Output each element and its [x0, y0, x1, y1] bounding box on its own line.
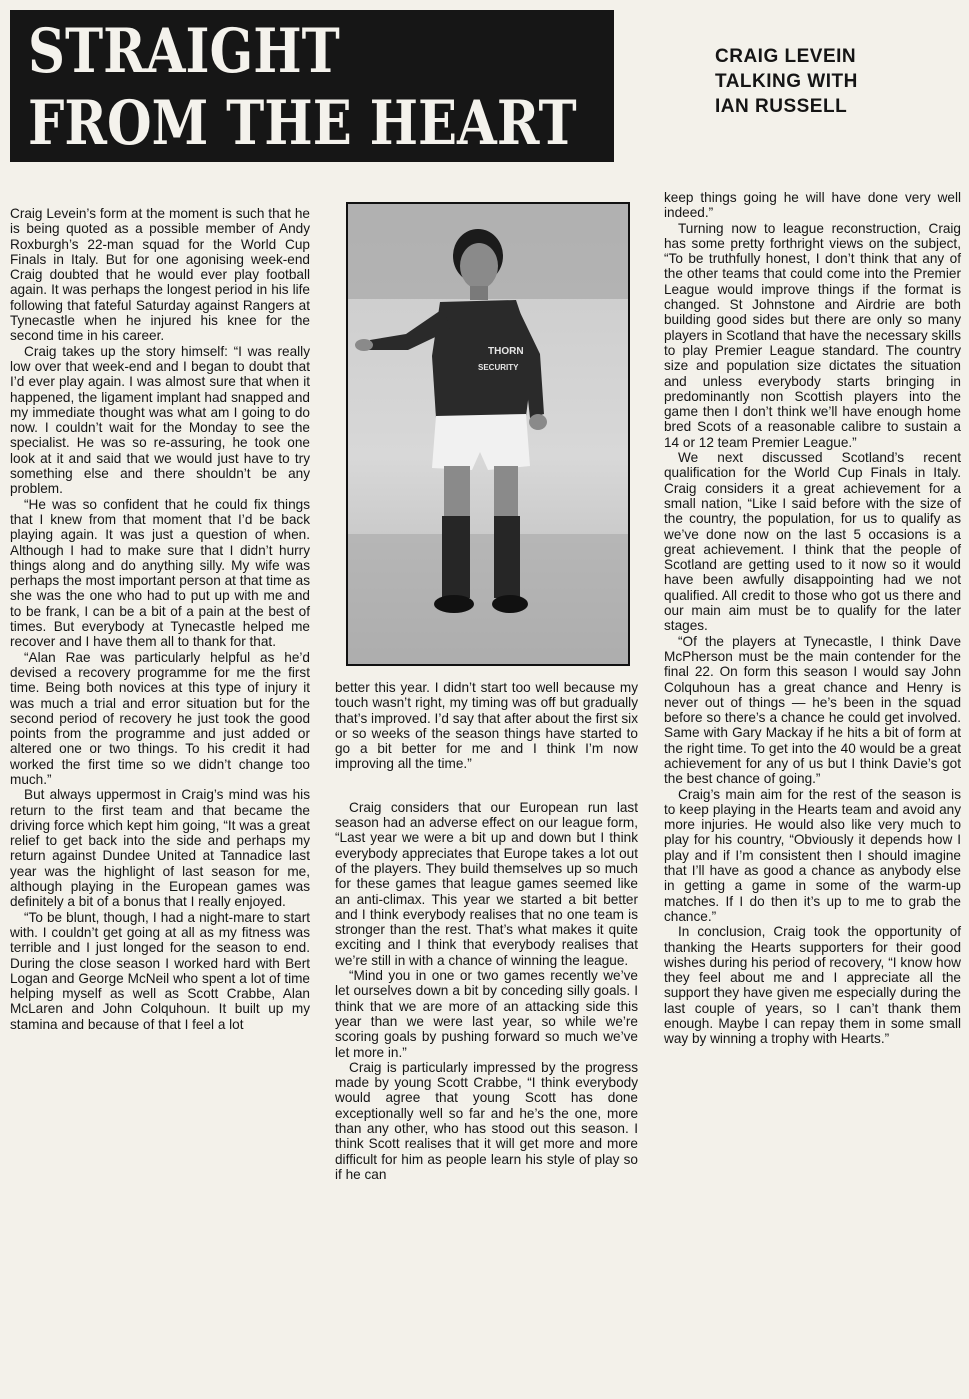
- sponsor-text-2: SECURITY: [478, 363, 519, 372]
- byline-line-1: CRAIG LEVEIN: [715, 46, 857, 67]
- byline-line-2: TALKING WITH: [715, 71, 858, 92]
- headline-line-2: FROM THE HEART: [28, 88, 577, 159]
- paragraph: Craig considers that our European run last season had an adverse effect on our league form, “Last year we were a bit up and down but I think everybody appreciates that Europe takes a lot out of the players. They build themselves up so much for these games that league games seemed like an anti-climax. This year we started a bit better and I think everybody realises that no one team is stronger than the rest. That’s what makes it quite exciting and I think that everybody realises that we’re still in with a chance of winning the league.: [335, 799, 638, 968]
- paragraph: “Alan Rae was particularly helpful as he’d devised a recovery programme for me the first time. Being both novices at this type of injury it was much a trial and error situation but for the second period of recovery he just took the good points from the programme and just added or altered one or two things. To his credit it had worked the first time so we didn’t change too much.”: [10, 649, 310, 787]
- article-column-2: [335, 680, 638, 1182]
- byline: [715, 44, 858, 119]
- sponsor-text-1: THORN: [488, 346, 524, 357]
- byline-line-3: IAN RUSSELL: [715, 96, 848, 117]
- player-photo: [346, 202, 630, 666]
- paragraph: “Of the players at Tynecastle, I think Dave McPherson must be the main contender for the final 22. On form this season I would say John Colquhoun has a great chance and Henry is never out of things — he’s been in the squad before so there’s a chance he could get involved. Same with Gary Mackay if he hits a bit of form at the right time. To get into the 40 would be a great achievement for any of us but I think Davie’s got the best chance of going.”: [664, 633, 961, 787]
- paragraph: Craig is particularly impressed by the progress made by young Scott Crabbe, “I think everybody would agree that young Scott has done exceptionally well so far and he’s the one, more than any other, who has stood out this season. I think Scott realises that it will get more and more difficult for him as people learn his style of play so if he can: [335, 1059, 638, 1182]
- paragraph: But always uppermost in Craig’s mind was his return to the first team and that became the driving force which kept him going, “It was a great relief to get back into the side and perhaps my return against Dundee United at Tannadice last year was the highlight of last season for me, although playing in the European games was definitely a bit of a bonus that I really enjoyed.: [10, 787, 310, 910]
- paragraph: Craig takes up the story himself: “I was really low over that week-end and I began to doubt that I’d ever play again. I was almost sure that when it happened, the ligament implant had snapped and my immediate thought was what am I going to do now. I couldn’t wait for the Monday to see the specialist. He was so re-assuring, he took one look at it and said that we would just have to try something else and there shouldn’t be any problem.: [10, 343, 310, 497]
- paragraph: We next discussed Scotland’s recent qualification for the World Cup Finals in Italy. Craig considers it a great achievement for a small nation, “Like I said before with the size of the country, the population, for us to qualify as we’ve done now on the last 5 occasions is a great achievement. I think that the people of Scotland are getting used to it now so it would have been awfully disappointing had we not qualified. All credit to those who got us there and our main aim must be to qualify for the later stages.: [664, 450, 961, 634]
- paragraph: Turning now to league reconstruction, Craig has some pretty forthright views on the subject, “To be truthfully honest, I don’t think that any of the other teams that could come into the Premier League would improve things if the format is changed. St Johnstone and Airdrie are both building good sides but there are only so many players in Scotland that have the necessary skills to play Premier League standard. The country size and population size dictates the situation and unless everybody starts bringing in predominantly non Scottish players into the game then I don’t think we’ll have enough home bred Scots of a reasonable calibre to sustain a 14 or 12 team Premier League.”: [664, 220, 961, 450]
- headline-banner: [10, 10, 614, 162]
- paragraph: better this year. I didn’t start too well because my touch wasn’t right, my timing was off but gradually that’s improved. I’d say that after about the first six or so weeks of the season things have started to go a bit better for me and I think I’m now improving all the time.”: [335, 680, 638, 772]
- headline-line-1: STRAIGHT: [28, 16, 340, 87]
- article-column-1: [10, 206, 310, 1032]
- article-column-3: [664, 190, 961, 1047]
- paragraph: Craig Levein’s form at the moment is such that he is being quoted as a possible member of Andy Roxburgh’s 22-man squad for the World Cup Finals in Italy. But for one agonising week-end Craig doubted that he would ever play football again. It was perhaps the longest period in his life following that fateful Saturday against Rangers at Tynecastle when he injured his knee for the second time in his career.: [10, 206, 310, 344]
- paragraph: Craig’s main aim for the rest of the season is to keep playing in the Hearts team and avoid any more injuries. He would also like very much to play for his country, “Obviously it depends how I play and if I’m consistent then I should imagine that I’ll have as good a chance as anybody else in getting a game in some of the warm-up matches. If I do then it’s up to me to grab the chance.”: [664, 786, 961, 924]
- paragraph: “He was so confident that he could fix things that I knew from that moment that I’d be back playing again. It was just a question of when. Although I had to make sure that I didn’t hurry things along and do anything silly. My wife was perhaps the most important person at that time as she was the one who had to put up with me and to be frank, I can be a bit of a pain at the best of times. But everybody at Tynecastle helped me recover and I have them all to thank for that.: [10, 496, 310, 650]
- paragraph: keep things going he will have done very well indeed.”: [664, 190, 961, 221]
- player-photo-illustration: [348, 204, 628, 664]
- paragraph: “To be blunt, though, I had a night-mare to start with. I couldn’t get going at all as my fitness was terrible and I just longed for the season to end. During the close season I worked hard with Bert Logan and George McNeil who spent a lot of time helping myself as well as Scott Crabbe, Alan McLaren and John Colquhoun. It built up my stamina and because of that I feel a lot: [10, 909, 310, 1032]
- paragraph: “Mind you in one or two games recently we’ve let ourselves down a bit by conceding silly goals. I think that we are more of an attacking side this year than we were last year, so while we’re scoring goals by pushing forward so much we’ve let more in.”: [335, 968, 638, 1060]
- paragraph: In conclusion, Craig took the opportunity of thanking the Hearts supporters for their good wishes during his period of recovery, “I know how they feel about me and I appreciate all the support they have given me especially during the last couple of years, so I can’t thank them enough. Maybe I can repay them in some small way by winning a trophy with Hearts.”: [664, 924, 961, 1047]
